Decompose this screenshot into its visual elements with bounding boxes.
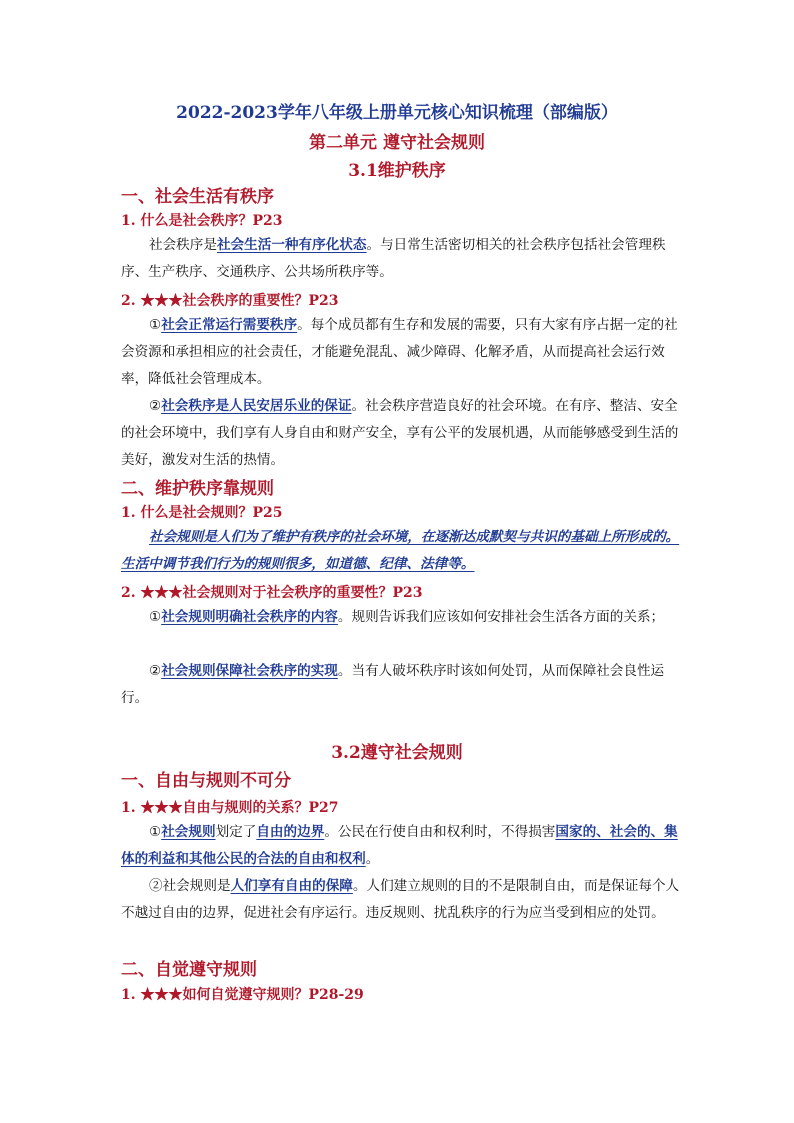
answer-paragraph: ②社会秩序是人民安居乐业的保证。社会秩序营造良好的社会环境。在有序、整洁、安全的社会环境中，我们享有人身自由和财产安全，享有公平的发展机遇，从而能够感受到生活的美好，激发对生活的热情。 [121,398,679,468]
subsection-heading: 一、自由与规则不可分 [121,771,291,791]
answer-paragraph: ②社会规则是人们享有自由的保障。人们建立规则的目的不是限制自由，而是保证每个人不越过自由的边界，促进社会有序运行。违反规则、扰乱秩序的行为应当受到相应的处罚。 [121,878,680,921]
key-phrase: 自由的边界 [256,824,325,840]
subsection-heading: 二、维护秩序靠规则 [121,479,274,499]
section-heading: 3.1维护秩序 [348,161,446,181]
question-heading: 1. ★★★自由与规则的关系？P27 [121,800,339,816]
key-phrase: 社会生活一种有序化状态 [216,237,367,253]
question-heading: 1. 什么是社会规则？P25 [121,505,283,521]
question-heading: 1. ★★★如何自觉遵守规则？P28-29 [121,987,364,1003]
key-phrase: 社会规则是人们为了维护有秩序的社会环境，在逐渐达成默契与共识的基础上所形成的。生活中调节我们行为的规则很多，如道德、纪律、法律等。 [121,529,680,572]
document-title: 2022-2023学年八年级上册单元核心知识梳理（部编版） [176,103,618,123]
answer-paragraph: ②社会规则保障社会秩序的实现。当有人破坏秩序时该如何处罚，从而保障社会良性运行。 [121,663,665,706]
question-heading: 1. 什么是社会秩序？P23 [121,213,283,229]
key-phrase: 国家的、社会的、集体的利益和其他公民的合法的自由和权利 [121,824,678,867]
unit-title: 第二单元 遵守社会规则 [309,133,485,153]
answer-paragraph [121,524,687,578]
key-phrase: 社会正常运行需要秩序 [161,317,298,333]
question-heading: 2. ★★★社会规则对于社会秩序的重要性？P23 [121,585,423,601]
key-phrase: 社会规则保障社会秩序的实现 [161,663,338,679]
subsection-heading: 二、自觉遵守规则 [121,960,257,980]
answer-paragraph: ①社会规则划定了自由的边界。公民在行使自由和权利时，不得损害国家的、社会的、集体的利益和其他公民的合法的自由和权利。 [121,824,678,867]
subsection-heading: 一、社会生活有秩序 [121,187,274,207]
key-phrase: 社会秩序是人民安居乐业的保证 [161,398,352,414]
key-phrase: 人们享有自由的保障 [230,878,353,894]
question-heading: 2. ★★★社会秩序的重要性？P23 [121,293,339,309]
key-phrase: 社会规则 [161,824,216,840]
answer-paragraph: ①社会规则明确社会秩序的内容。规则告诉我们应该如何安排社会生活各方面的关系； [149,609,665,625]
key-phrase: 社会规则明确社会秩序的内容 [161,609,338,625]
answer-paragraph: 社会秩序是社会生活一种有序化状态。与日常生活密切相关的社会秩序包括社会管理秩序、生产秩序、交通秩序、公共场所秩序等。 [121,237,666,280]
section-heading: 3.2遵守社会规则 [331,743,463,763]
answer-paragraph: ①社会正常运行需要秩序。每个成员都有生存和发展的需要，只有大家有序占据一定的社会资源和承担相应的社会责任，才能避免混乱、减少障碍、化解矛盾，从而提高社会运行效率，降低社会管理成本。 [121,317,678,387]
